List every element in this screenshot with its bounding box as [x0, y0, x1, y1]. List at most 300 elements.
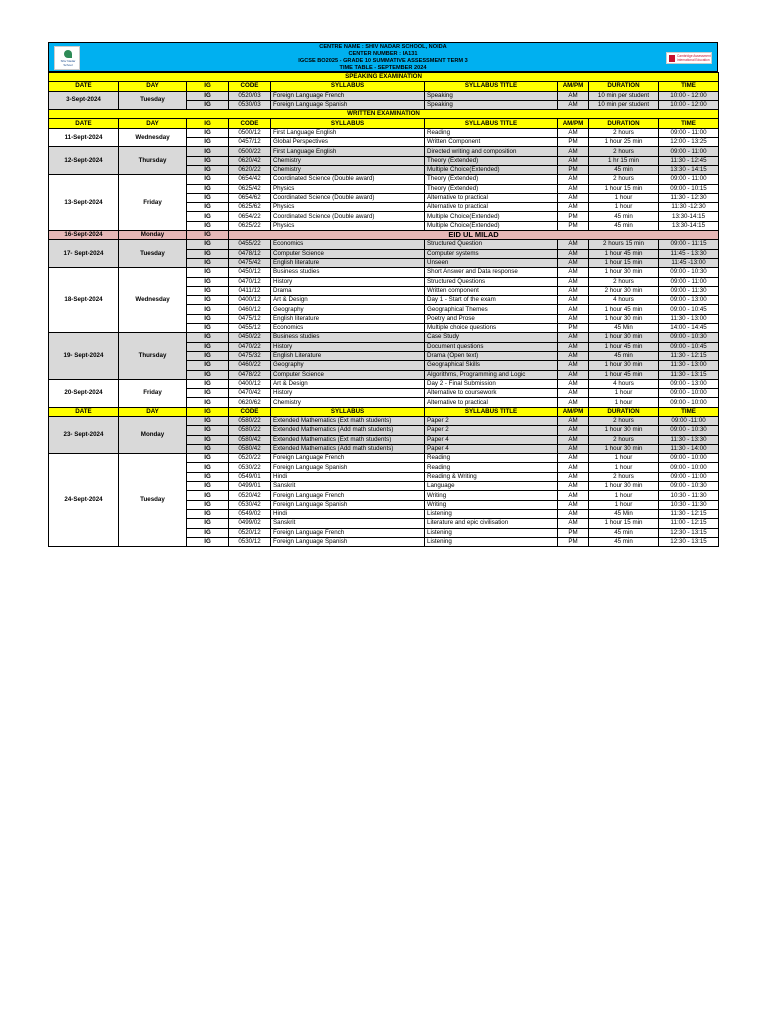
ig-cell: IG: [187, 351, 229, 360]
duration-cell: 1 hour 30 min: [589, 268, 659, 277]
code-cell: 0530/22: [229, 463, 271, 472]
ig-cell: IG: [187, 519, 229, 528]
syllabus-title-cell: Multiple choice questions: [425, 324, 558, 333]
syllabus-cell: Physics: [271, 203, 425, 212]
date-cell: 13-Sept-2024: [49, 175, 119, 231]
syllabus-cell: Sanskrit: [271, 482, 425, 491]
duration-cell: 1 hour 45 min: [589, 249, 659, 258]
day-cell: Tuesday: [119, 91, 187, 110]
time-cell: 09:00 - 10:30: [659, 426, 719, 435]
code-cell: 0475/32: [229, 351, 271, 360]
ampm-cell: AM: [558, 184, 589, 193]
time-cell: 11:30 - 12:15: [659, 351, 719, 360]
ig-cell: IG: [187, 128, 229, 137]
ig-cell: IG: [187, 240, 229, 249]
column-header: IG: [187, 119, 229, 128]
syllabus-cell: Economics: [271, 324, 425, 333]
syllabus-cell: Global Perspectives: [271, 138, 425, 147]
time-cell: 10:00 - 12:00: [659, 100, 719, 109]
ampm-cell: AM: [558, 454, 589, 463]
syllabus-title-cell: Listening: [425, 528, 558, 537]
syllabus-cell: Extended Mathematics (Ext math students): [271, 416, 425, 425]
school-logo: [54, 46, 80, 70]
time-cell: 09:00 - 11:00: [659, 277, 719, 286]
syllabus-title-cell: Multiple Choice(Extended): [425, 221, 558, 230]
table-row: [49, 454, 719, 463]
syllabus-title-cell: Short Answer and Data response: [425, 268, 558, 277]
ampm-cell: PM: [558, 221, 589, 230]
syllabus-title-cell: Listening: [425, 537, 558, 546]
day-cell: Tuesday: [119, 454, 187, 547]
exam-title: IGCSE BO2025 - GRADE 10 SUMMATIVE ASSESSMENT TERM 3: [298, 58, 468, 64]
duration-cell: 45 min: [589, 528, 659, 537]
duration-cell: 4 hours: [589, 296, 659, 305]
table-row: [49, 268, 719, 277]
syllabus-cell: Art & Design: [271, 296, 425, 305]
time-cell: 11:45 -13:00: [659, 258, 719, 267]
syllabus-cell: English Literature: [271, 351, 425, 360]
ig-cell: IG: [187, 333, 229, 342]
time-cell: 13:30-14:15: [659, 212, 719, 221]
syllabus-title-cell: Theory (Extended): [425, 156, 558, 165]
column-header: TIME: [659, 407, 719, 416]
syllabus-cell: Foreign Language Spanish: [271, 537, 425, 546]
time-cell: 13:30-14:15: [659, 221, 719, 230]
duration-cell: 2 hour 30 min: [589, 286, 659, 295]
code-cell: 0500/12: [229, 128, 271, 137]
syllabus-title-cell: Computer systems: [425, 249, 558, 258]
duration-cell: 1 hour 45 min: [589, 370, 659, 379]
duration-cell: 1 hour 45 min: [589, 342, 659, 351]
ig-cell: IG: [187, 268, 229, 277]
ig-cell: IG: [187, 454, 229, 463]
column-header: AM/PM: [558, 119, 589, 128]
column-header: SYLLABUS: [271, 407, 425, 416]
duration-cell: 10 min per student: [589, 91, 659, 100]
ig-cell: IG: [187, 361, 229, 370]
ampm-cell: AM: [558, 249, 589, 258]
syllabus-cell: First Language English: [271, 128, 425, 137]
duration-cell: 1 hr 15 min: [589, 156, 659, 165]
syllabus-cell: Coordinated Science (Double award): [271, 212, 425, 221]
syllabus-title-cell: Directed writing and composition: [425, 147, 558, 156]
time-cell: 11:00 - 12:15: [659, 519, 719, 528]
ampm-cell: AM: [558, 361, 589, 370]
time-cell: 09:00 - 10:45: [659, 342, 719, 351]
syllabus-cell: History: [271, 389, 425, 398]
syllabus-cell: Computer Science: [271, 370, 425, 379]
table-row: [49, 416, 719, 425]
duration-cell: 1 hour 30 min: [589, 333, 659, 342]
syllabus-title-cell: Reading: [425, 463, 558, 472]
code-cell: 0625/22: [229, 221, 271, 230]
time-cell: 13:30 - 14:15: [659, 165, 719, 174]
code-cell: 0500/22: [229, 147, 271, 156]
leaf-icon: [64, 50, 72, 58]
ig-cell: IG: [187, 324, 229, 333]
syllabus-cell: Extended Mathematics (Add math students): [271, 444, 425, 453]
syllabus-cell: History: [271, 342, 425, 351]
column-header: DATE: [49, 82, 119, 91]
code-cell: 0450/12: [229, 268, 271, 277]
code-cell: 0478/12: [229, 249, 271, 258]
time-cell: 09:00 - 13:00: [659, 379, 719, 388]
school-logo-text: Shiv Nadar School: [60, 59, 76, 67]
shield-icon: [669, 55, 675, 62]
syllabus-title-cell: Drama (Open text): [425, 351, 558, 360]
time-cell: 09:00 - 11:15: [659, 240, 719, 249]
time-cell: 09:00 - 10:30: [659, 333, 719, 342]
code-cell: 0625/42: [229, 184, 271, 193]
time-cell: 09:00 - 10:30: [659, 268, 719, 277]
ampm-cell: AM: [558, 240, 589, 249]
syllabus-title-cell: Paper 4: [425, 444, 558, 453]
duration-cell: 2 hours: [589, 472, 659, 481]
syllabus-cell: Hindi: [271, 472, 425, 481]
column-header: DATE: [49, 119, 119, 128]
column-header: SYLLABUS TITLE: [425, 119, 558, 128]
column-header: IG: [187, 82, 229, 91]
syllabus-title-cell: Written Component: [425, 138, 558, 147]
duration-cell: 1 hour: [589, 491, 659, 500]
day-cell: Thursday: [119, 333, 187, 379]
ig-cell: IG: [187, 379, 229, 388]
cambridge-logo: [666, 52, 712, 64]
column-header: SYLLABUS: [271, 119, 425, 128]
code-cell: 0520/22: [229, 454, 271, 463]
column-header: TIME: [659, 119, 719, 128]
code-cell: 0654/22: [229, 212, 271, 221]
ampm-cell: AM: [558, 491, 589, 500]
ampm-cell: AM: [558, 351, 589, 360]
day-cell: Wednesday: [119, 268, 187, 333]
duration-cell: 1 hour 30 min: [589, 426, 659, 435]
ig-cell: IG: [187, 100, 229, 109]
syllabus-cell: Foreign Language French: [271, 491, 425, 500]
ampm-cell: AM: [558, 277, 589, 286]
duration-cell: 10 min per student: [589, 100, 659, 109]
duration-cell: 2 hours: [589, 416, 659, 425]
syllabus-cell: Chemistry: [271, 398, 425, 407]
ampm-cell: AM: [558, 444, 589, 453]
syllabus-title-cell: Case Study: [425, 333, 558, 342]
duration-cell: 2 hours: [589, 435, 659, 444]
syllabus-title-cell: Speaking: [425, 91, 558, 100]
ig-cell: IG: [187, 370, 229, 379]
syllabus-cell: Chemistry: [271, 165, 425, 174]
column-header: SYLLABUS TITLE: [425, 407, 558, 416]
date-cell: 18-Sept-2024: [49, 268, 119, 333]
duration-cell: 2 hours: [589, 277, 659, 286]
timetable-subtitle: TIME TABLE - SEPTEMBER 2024: [339, 65, 427, 71]
ampm-cell: AM: [558, 370, 589, 379]
ampm-cell: AM: [558, 147, 589, 156]
column-header-row: [49, 82, 719, 91]
code-cell: 0400/12: [229, 296, 271, 305]
time-cell: 10:30 - 11:30: [659, 491, 719, 500]
syllabus-cell: Chemistry: [271, 156, 425, 165]
ampm-cell: AM: [558, 509, 589, 518]
time-cell: 11:30 - 14:00: [659, 444, 719, 453]
column-header: IG: [187, 407, 229, 416]
syllabus-cell: History: [271, 277, 425, 286]
column-header: CODE: [229, 407, 271, 416]
holiday-name: EID UL MILAD: [229, 231, 719, 240]
date-cell: 24-Sept-2024: [49, 454, 119, 547]
duration-cell: 1 hour 30 min: [589, 361, 659, 370]
time-cell: 11:30 - 13:00: [659, 314, 719, 323]
code-cell: 0530/12: [229, 537, 271, 546]
code-cell: 0499/01: [229, 482, 271, 491]
code-cell: 0520/42: [229, 491, 271, 500]
time-cell: 11:30 - 13:30: [659, 435, 719, 444]
day-cell: Tuesday: [119, 240, 187, 268]
ig-cell: IG: [187, 314, 229, 323]
syllabus-title-cell: Unseen: [425, 258, 558, 267]
ampm-cell: AM: [558, 268, 589, 277]
time-cell: 12:30 - 13:15: [659, 537, 719, 546]
ampm-cell: AM: [558, 472, 589, 481]
ampm-cell: AM: [558, 258, 589, 267]
syllabus-cell: Geography: [271, 305, 425, 314]
code-cell: 0549/02: [229, 509, 271, 518]
ampm-cell: AM: [558, 379, 589, 388]
ig-cell: IG: [187, 165, 229, 174]
ampm-cell: PM: [558, 138, 589, 147]
duration-cell: 1 hour: [589, 389, 659, 398]
ig-cell: IG: [187, 175, 229, 184]
code-cell: 0400/12: [229, 379, 271, 388]
duration-cell: 1 hour 15 min: [589, 258, 659, 267]
syllabus-title-cell: Writing: [425, 500, 558, 509]
syllabus-title-cell: Reading & Writing: [425, 472, 558, 481]
ampm-cell: PM: [558, 165, 589, 174]
column-header: DURATION: [589, 119, 659, 128]
code-cell: 0450/22: [229, 333, 271, 342]
syllabus-title-cell: Reading: [425, 454, 558, 463]
day-cell: Friday: [119, 379, 187, 407]
syllabus-cell: English literature: [271, 314, 425, 323]
duration-cell: 1 hour 45 min: [589, 305, 659, 314]
ampm-cell: AM: [558, 416, 589, 425]
syllabus-title-cell: Paper 2: [425, 426, 558, 435]
code-cell: 0475/42: [229, 258, 271, 267]
ig-cell: IG: [187, 491, 229, 500]
date-cell: 11-Sept-2024: [49, 128, 119, 147]
ampm-cell: AM: [558, 426, 589, 435]
column-header: DATE: [49, 407, 119, 416]
syllabus-title-cell: Alternative to coursework: [425, 389, 558, 398]
ampm-cell: AM: [558, 128, 589, 137]
syllabus-title-cell: Speaking: [425, 100, 558, 109]
ig-cell: IG: [187, 435, 229, 444]
time-cell: 09:00 - 10:15: [659, 184, 719, 193]
time-cell: 12:00 - 13:25: [659, 138, 719, 147]
ampm-cell: AM: [558, 91, 589, 100]
date-cell: 19- Sept-2024: [49, 333, 119, 379]
table-row: [49, 91, 719, 100]
syllabus-cell: Business studies: [271, 333, 425, 342]
ig-cell: IG: [187, 472, 229, 481]
date-cell: 16-Sept-2024: [49, 231, 119, 240]
ig-cell: IG: [187, 305, 229, 314]
ampm-cell: AM: [558, 193, 589, 202]
code-cell: 0455/12: [229, 324, 271, 333]
timetable-table: [48, 72, 719, 547]
syllabus-cell: English literature: [271, 258, 425, 267]
syllabus-title-cell: Written component: [425, 286, 558, 295]
code-cell: 0460/22: [229, 361, 271, 370]
code-cell: 0411/12: [229, 286, 271, 295]
ig-cell: IG: [187, 277, 229, 286]
duration-cell: 45 Min: [589, 324, 659, 333]
written-section-row-label: WRITTEN EXAMINATION: [49, 110, 719, 119]
ampm-cell: PM: [558, 212, 589, 221]
ampm-cell: AM: [558, 175, 589, 184]
time-cell: 09:00 - 10:00: [659, 389, 719, 398]
time-cell: 09:00 - 10:00: [659, 454, 719, 463]
time-cell: 09:00 - 10:00: [659, 398, 719, 407]
syllabus-title-cell: Day 2 - Final Submission: [425, 379, 558, 388]
date-cell: 12-Sept-2024: [49, 147, 119, 175]
syllabus-title-cell: Multiple Choice(Extended): [425, 212, 558, 221]
syllabus-title-cell: Alternative to practical: [425, 193, 558, 202]
code-cell: 0580/22: [229, 416, 271, 425]
syllabus-title-cell: Document questions: [425, 342, 558, 351]
ig-cell: IG: [187, 184, 229, 193]
duration-cell: 1 hour: [589, 454, 659, 463]
ig-cell: IG: [187, 509, 229, 518]
syllabus-cell: Economics: [271, 240, 425, 249]
syllabus-title-cell: Structured Question: [425, 240, 558, 249]
column-header: DURATION: [589, 407, 659, 416]
code-cell: 0580/42: [229, 435, 271, 444]
syllabus-cell: Extended Mathematics (Add math students): [271, 426, 425, 435]
duration-cell: 45 min: [589, 537, 659, 546]
column-header-row: [49, 407, 719, 416]
ig-cell: IG: [187, 147, 229, 156]
code-cell: 0654/62: [229, 193, 271, 202]
ampm-cell: AM: [558, 100, 589, 109]
centre-name: CENTRE NAME : SHIV NADAR SCHOOL, NOIDA: [319, 44, 447, 50]
ig-cell: IG: [187, 426, 229, 435]
code-cell: 0580/22: [229, 426, 271, 435]
day-cell: Monday: [119, 231, 187, 240]
syllabus-cell: Physics: [271, 221, 425, 230]
syllabus-title-cell: Reading: [425, 128, 558, 137]
syllabus-cell: Foreign Language Spanish: [271, 500, 425, 509]
ig-cell: IG: [187, 231, 229, 240]
code-cell: 0470/22: [229, 342, 271, 351]
duration-cell: 2 hours 15 min: [589, 240, 659, 249]
code-cell: 0520/03: [229, 91, 271, 100]
duration-cell: 1 hour 30 min: [589, 314, 659, 323]
ig-cell: IG: [187, 221, 229, 230]
time-cell: 09:00 - 10:30: [659, 482, 719, 491]
column-header: SYLLABUS TITLE: [425, 82, 558, 91]
ampm-cell: PM: [558, 528, 589, 537]
syllabus-title-cell: Paper 2: [425, 416, 558, 425]
ig-cell: IG: [187, 258, 229, 267]
syllabus-cell: Foreign Language French: [271, 91, 425, 100]
table-row: [49, 147, 719, 156]
time-cell: 09:00 - 10:45: [659, 305, 719, 314]
code-cell: 0625/62: [229, 203, 271, 212]
column-header: DAY: [119, 119, 187, 128]
code-cell: 0457/12: [229, 138, 271, 147]
date-cell: 20-Sept-2024: [49, 379, 119, 407]
ig-cell: IG: [187, 91, 229, 100]
duration-cell: 1 hour 30 min: [589, 444, 659, 453]
ig-cell: IG: [187, 249, 229, 258]
code-cell: 0620/22: [229, 165, 271, 174]
time-cell: 14:00 - 14:45: [659, 324, 719, 333]
ig-cell: IG: [187, 212, 229, 221]
duration-cell: 2 hours: [589, 128, 659, 137]
duration-cell: 45 min: [589, 212, 659, 221]
time-cell: 11:30 - 13:15: [659, 370, 719, 379]
code-cell: 0654/42: [229, 175, 271, 184]
ampm-cell: AM: [558, 314, 589, 323]
ampm-cell: AM: [558, 333, 589, 342]
time-cell: 11:30 - 12:30: [659, 193, 719, 202]
ig-cell: IG: [187, 528, 229, 537]
ig-cell: IG: [187, 193, 229, 202]
syllabus-cell: Geography: [271, 361, 425, 370]
syllabus-cell: Sanskrit: [271, 519, 425, 528]
ampm-cell: AM: [558, 463, 589, 472]
duration-cell: 1 hour 15 min: [589, 184, 659, 193]
duration-cell: 45 Min: [589, 509, 659, 518]
ig-cell: IG: [187, 537, 229, 546]
ampm-cell: AM: [558, 398, 589, 407]
duration-cell: 1 hour 30 min: [589, 482, 659, 491]
syllabus-cell: Foreign Language French: [271, 528, 425, 537]
code-cell: 0620/62: [229, 398, 271, 407]
holiday-row: [49, 231, 719, 240]
day-cell: Thursday: [119, 147, 187, 175]
syllabus-cell: Extended Mathematics (Ext math students): [271, 435, 425, 444]
time-cell: 09:00 - 11:00: [659, 472, 719, 481]
code-cell: 0455/22: [229, 240, 271, 249]
day-cell: Friday: [119, 175, 187, 231]
table-row: [49, 333, 719, 342]
syllabus-cell: Foreign Language Spanish: [271, 100, 425, 109]
code-cell: 0530/42: [229, 500, 271, 509]
code-cell: 0478/22: [229, 370, 271, 379]
time-cell: 09:00 - 13:00: [659, 296, 719, 305]
syllabus-title-cell: Theory (Extended): [425, 175, 558, 184]
ampm-cell: AM: [558, 296, 589, 305]
column-header: TIME: [659, 82, 719, 91]
syllabus-cell: Foreign Language French: [271, 454, 425, 463]
syllabus-title-cell: Poetry and Prose: [425, 314, 558, 323]
ig-cell: IG: [187, 398, 229, 407]
syllabus-title-cell: Geographical Themes: [425, 305, 558, 314]
syllabus-title-cell: Literature and epic civilisation: [425, 519, 558, 528]
duration-cell: 1 hour 25 min: [589, 138, 659, 147]
day-cell: Monday: [119, 416, 187, 453]
syllabus-title-cell: Writing: [425, 491, 558, 500]
syllabus-title-cell: Geographical Skills: [425, 361, 558, 370]
syllabus-title-cell: Algorithms, Programming and Logic: [425, 370, 558, 379]
time-cell: 09:00 - 11:00: [659, 128, 719, 137]
column-header: DAY: [119, 407, 187, 416]
ig-cell: IG: [187, 463, 229, 472]
ig-cell: IG: [187, 156, 229, 165]
timetable-header: [48, 42, 718, 72]
code-cell: 0520/12: [229, 528, 271, 537]
